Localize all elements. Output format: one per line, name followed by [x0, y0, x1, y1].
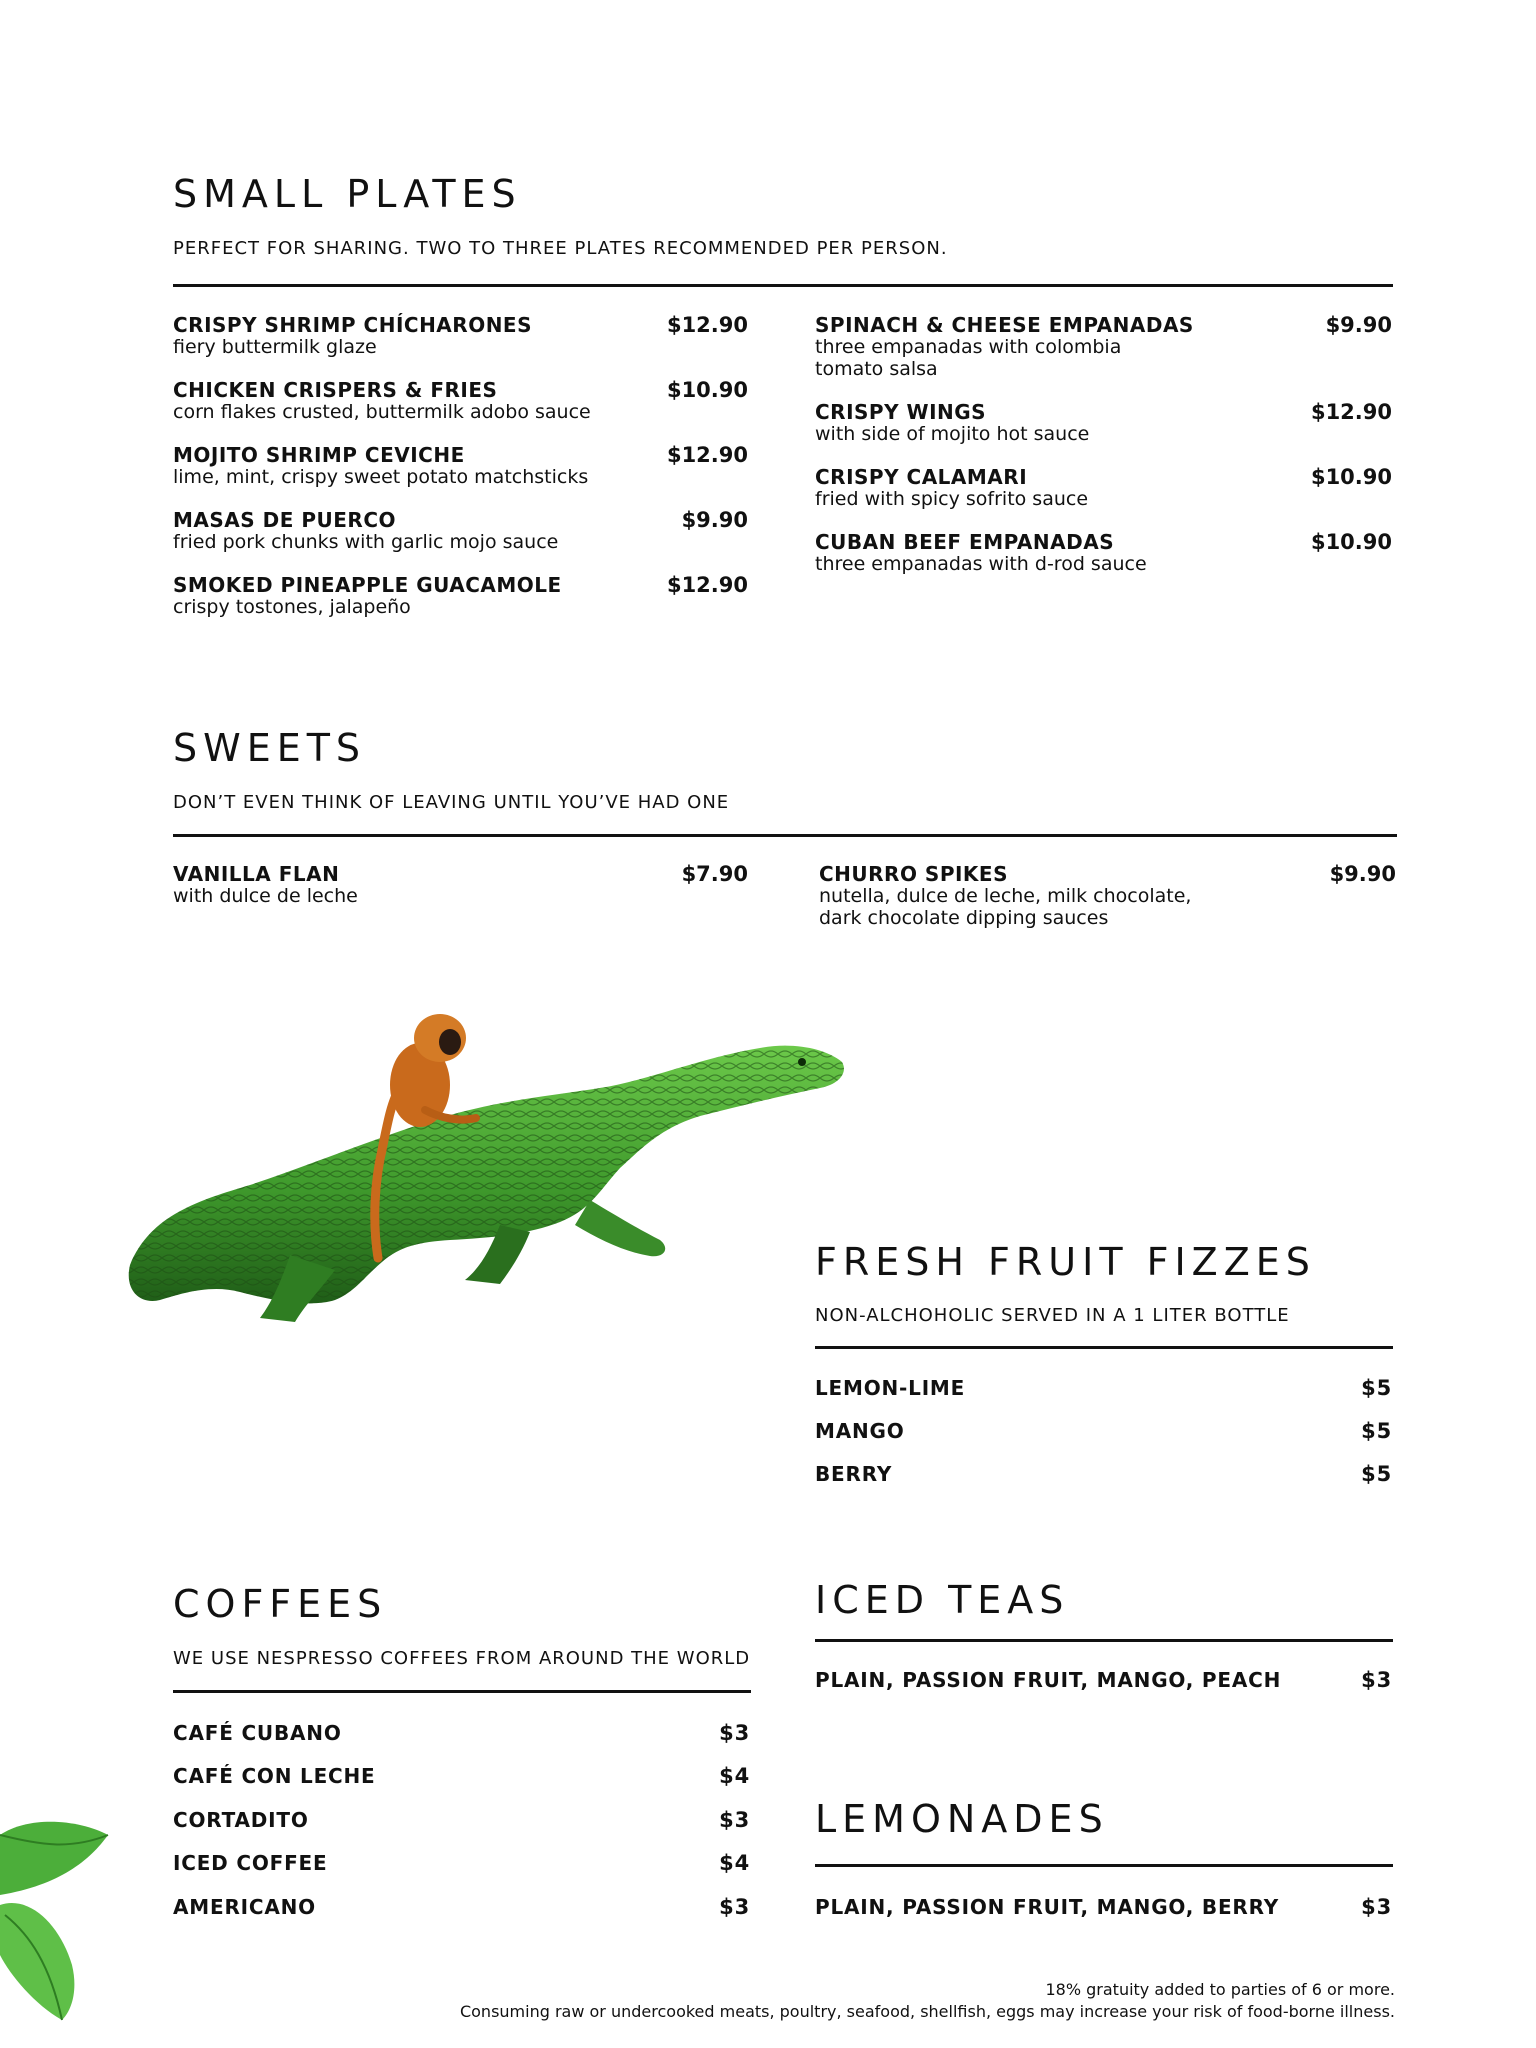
drink-price: $3: [719, 1895, 750, 1919]
drink-name: AMERICANO: [173, 1895, 316, 1919]
monkey-face: [439, 1029, 461, 1055]
drink-name: BERRY: [815, 1462, 893, 1486]
item-name: CRISPY SHRIMP CHÍCHARONES: [173, 313, 532, 337]
item-name: SMOKED PINEAPPLE GUACAMOLE: [173, 573, 562, 597]
drink-item: [815, 1418, 1392, 1444]
coffees-title: COFFEES: [173, 1582, 388, 1626]
drink-name: ICED COFFEE: [173, 1851, 328, 1875]
item-description: fried pork chunks with garlic mojo sauce: [173, 531, 559, 553]
lemonades-divider: [815, 1864, 1393, 1867]
drink-price: $4: [719, 1851, 750, 1875]
drink-price: $5: [1361, 1376, 1392, 1400]
coffees-subtitle: WE USE NESPRESSO COFFEES FROM AROUND THE WORLD: [173, 1648, 751, 1669]
drink-name: PLAIN, PASSION FRUIT, MANGO, BERRY: [815, 1895, 1280, 1919]
item-name: SPINACH & CHEESE EMPANADAS: [815, 313, 1194, 337]
drink-item: [815, 1667, 1392, 1693]
item-price: $10.90: [1310, 465, 1392, 489]
crocodile: [129, 1046, 844, 1322]
sweets-title: SWEETS: [173, 726, 367, 770]
item-name: CHICKEN CRISPERS & FRIES: [173, 378, 498, 402]
drink-name: CAFÉ CUBANO: [173, 1721, 342, 1745]
menu-item: [819, 863, 1396, 929]
fizzes-divider: [815, 1346, 1393, 1349]
drink-price: $5: [1361, 1462, 1392, 1486]
drink-price: $3: [719, 1721, 750, 1745]
item-price: $9.90: [681, 508, 748, 532]
sweets-divider: [173, 834, 1397, 837]
crocodile-monkey-illustration: [120, 1000, 860, 1330]
fizzes-title: FRESH FRUIT FIZZES: [815, 1240, 1316, 1284]
item-name: MOJITO SHRIMP CEVICHE: [173, 443, 465, 467]
item-description: lime, mint, crispy sweet potato matchsticks: [173, 466, 589, 488]
menu-item: [173, 574, 748, 618]
drink-item: [815, 1461, 1392, 1487]
drink-price: $3: [1361, 1895, 1392, 1919]
drink-price: $3: [719, 1808, 750, 1832]
item-description: with dulce de leche: [173, 885, 358, 907]
drink-item: [173, 1763, 750, 1789]
drink-item: [173, 1807, 750, 1833]
iced-teas-divider: [815, 1639, 1393, 1642]
drink-item: [815, 1375, 1392, 1401]
health-warning: Consuming raw or undercooked meats, poultry, seafood, shellfish, eggs may increase your risk of food-borne illness.: [459, 2002, 1395, 2021]
coffees-divider: [173, 1690, 751, 1693]
item-description: corn flakes crusted, buttermilk adobo sauce: [173, 401, 591, 423]
item-price: $12.90: [666, 313, 748, 337]
drink-name: MANGO: [815, 1419, 905, 1443]
drink-price: $5: [1361, 1419, 1392, 1443]
item-price: $12.90: [666, 443, 748, 467]
menu-item: [173, 379, 748, 423]
fizzes-subtitle: NON-ALCHOHOLIC SERVED IN A 1 LITER BOTTLE: [815, 1305, 1290, 1326]
item-price: $12.90: [666, 573, 748, 597]
item-price: $9.90: [1329, 862, 1396, 886]
item-price: $12.90: [1310, 400, 1392, 424]
menu-item: [815, 531, 1392, 575]
leaf-decoration: [0, 1815, 115, 2025]
item-description: fried with spicy sofrito sauce: [815, 488, 1089, 510]
drink-name: CORTADITO: [173, 1808, 309, 1832]
drink-price: $3: [1361, 1668, 1392, 1692]
item-name: MASAS DE PUERCO: [173, 508, 396, 532]
item-description: with side of mojito hot sauce: [815, 423, 1090, 445]
drink-item: [815, 1894, 1392, 1920]
item-price: $9.90: [1325, 313, 1392, 337]
lemonades-title: LEMONADES: [815, 1797, 1109, 1841]
menu-item: [173, 863, 748, 907]
menu-item: [815, 466, 1392, 510]
crocodile-eye: [798, 1058, 806, 1066]
drink-price: $4: [719, 1764, 750, 1788]
drink-name: CAFÉ CON LECHE: [173, 1764, 376, 1788]
item-description: nutella, dulce de leche, milk chocolate, dark chocolate dipping sauces: [819, 885, 1192, 929]
sweets-subtitle: DON’T EVEN THINK OF LEAVING UNTIL YOU’VE HAD ONE: [173, 792, 730, 813]
item-price: $10.90: [666, 378, 748, 402]
item-name: CRISPY WINGS: [815, 400, 987, 424]
gratuity-note: 18% gratuity added to parties of 6 or more.: [1045, 1980, 1395, 1999]
menu-item: [173, 444, 748, 488]
small-plates-divider: [173, 284, 1393, 287]
item-price: $10.90: [1310, 530, 1392, 554]
drink-name: PLAIN, PASSION FRUIT, MANGO, PEACH: [815, 1668, 1282, 1692]
drink-item: [173, 1720, 750, 1746]
small-plates-title: SMALL PLATES: [173, 172, 522, 216]
drink-name: LEMON-LIME: [815, 1376, 966, 1400]
item-description: three empanadas with d-rod sauce: [815, 553, 1147, 575]
item-name: CHURRO SPIKES: [819, 862, 1008, 886]
menu-item: [173, 509, 748, 553]
item-name: CUBAN BEEF EMPANADAS: [815, 530, 1115, 554]
item-description: three empanadas with colombia tomato salsa: [815, 336, 1122, 380]
item-name: CRISPY CALAMARI: [815, 465, 1028, 489]
item-price: $7.90: [681, 862, 748, 886]
drink-item: [173, 1894, 750, 1920]
item-description: crispy tostones, jalapeño: [173, 596, 411, 618]
menu-item: [815, 314, 1392, 380]
menu-item: [173, 314, 748, 358]
small-plates-subtitle: PERFECT FOR SHARING. TWO TO THREE PLATES RECOMMENDED PER PERSON.: [173, 238, 948, 259]
item-description: fiery buttermilk glaze: [173, 336, 377, 358]
iced-teas-title: ICED TEAS: [815, 1578, 1070, 1622]
item-name: VANILLA FLAN: [173, 862, 340, 886]
menu-item: [815, 401, 1392, 445]
drink-item: [173, 1850, 750, 1876]
